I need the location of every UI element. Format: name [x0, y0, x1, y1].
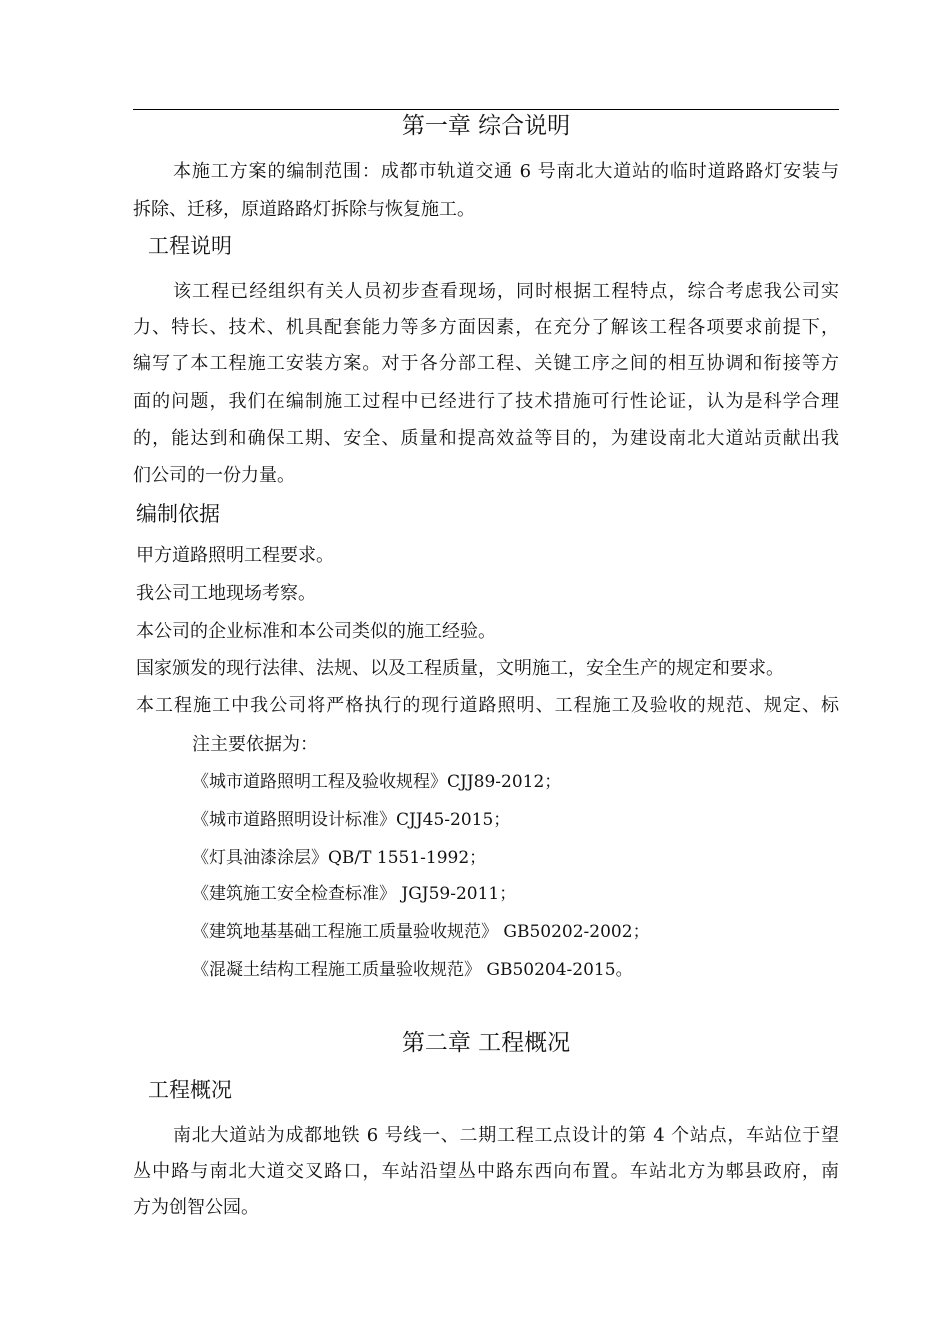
reference-6: 《混凝土结构工程施工质量验收规范》 GB50204-2015。	[192, 960, 633, 980]
section-heading-engineering: 工程说明	[148, 234, 232, 258]
basis-item-3: 本公司的企业标准和本公司类似的施工经验。	[136, 621, 496, 642]
chapter-1-title: 第一章 综合说明	[401, 113, 571, 139]
reference-5: 《建筑地基基础工程施工质量验收规范》 GB50202-2002；	[192, 922, 650, 942]
chapter-2-title: 第二章 工程概况	[401, 1030, 571, 1056]
engineering-line-4: 面的问题，我们在编制施工过程中已经进行了技术措施可行性论证，认为是科学合理	[133, 391, 839, 412]
overview-line-3: 方为创智公园。	[133, 1197, 259, 1218]
engineering-line-5: 的，能达到和确保工期、安全、质量和提高效益等目的，为建设南北大道站贡献出我	[133, 428, 839, 449]
header-rule	[133, 109, 839, 110]
reference-1: 《城市道路照明工程及验收规程》CJJ89-2012；	[192, 772, 562, 792]
basis-item-4: 国家颁发的现行法律、法规、以及工程质量，文明施工，安全生产的规定和要求。	[136, 658, 784, 679]
overview-line-2: 丛中路与南北大道交叉路口，车站沿望丛中路东西向布置。车站北方为郫县政府，南	[133, 1161, 839, 1182]
basis-item-1: 甲方道路照明工程要求。	[136, 545, 334, 566]
section-heading-overview: 工程概况	[148, 1078, 232, 1102]
basis-continuation: 注主要依据为：	[192, 734, 318, 755]
engineering-line-1: 该工程已经组织有关人员初步查看现场，同时根据工程特点，综合考虑我公司实	[173, 281, 839, 302]
scope-line-1: 本施工方案的编制范围：成都市轨道交通 6 号南北大道站的临时道路路灯安装与	[173, 161, 839, 182]
section-heading-basis: 编制依据	[136, 502, 220, 526]
reference-3: 《灯具油漆涂层》QB/T 1551-1992；	[192, 848, 487, 868]
engineering-line-3: 编写了本工程施工安装方案。对于各分部工程、关键工序之间的相互协调和衔接等方	[133, 353, 839, 374]
basis-item-5: 本工程施工中我公司将严格执行的现行道路照明、工程施工及验收的规范、规定、标	[136, 695, 839, 716]
overview-line-1: 南北大道站为成都地铁 6 号线一、二期工程工点设计的第 4 个站点，车站位于望	[173, 1125, 839, 1146]
engineering-line-2: 力、特长、技术、机具配套能力等多方面因素，在充分了解该工程各项要求前提下，	[133, 317, 839, 338]
reference-2: 《城市道路照明设计标准》CJJ45-2015；	[192, 810, 511, 830]
reference-4: 《建筑施工安全检查标准》 JGJ59-2011；	[192, 884, 517, 904]
scope-line-2: 拆除、迁移，原道路路灯拆除与恢复施工。	[133, 199, 475, 220]
basis-item-2: 我公司工地现场考察。	[136, 583, 316, 604]
engineering-line-6: 们公司的一份力量。	[133, 465, 295, 486]
